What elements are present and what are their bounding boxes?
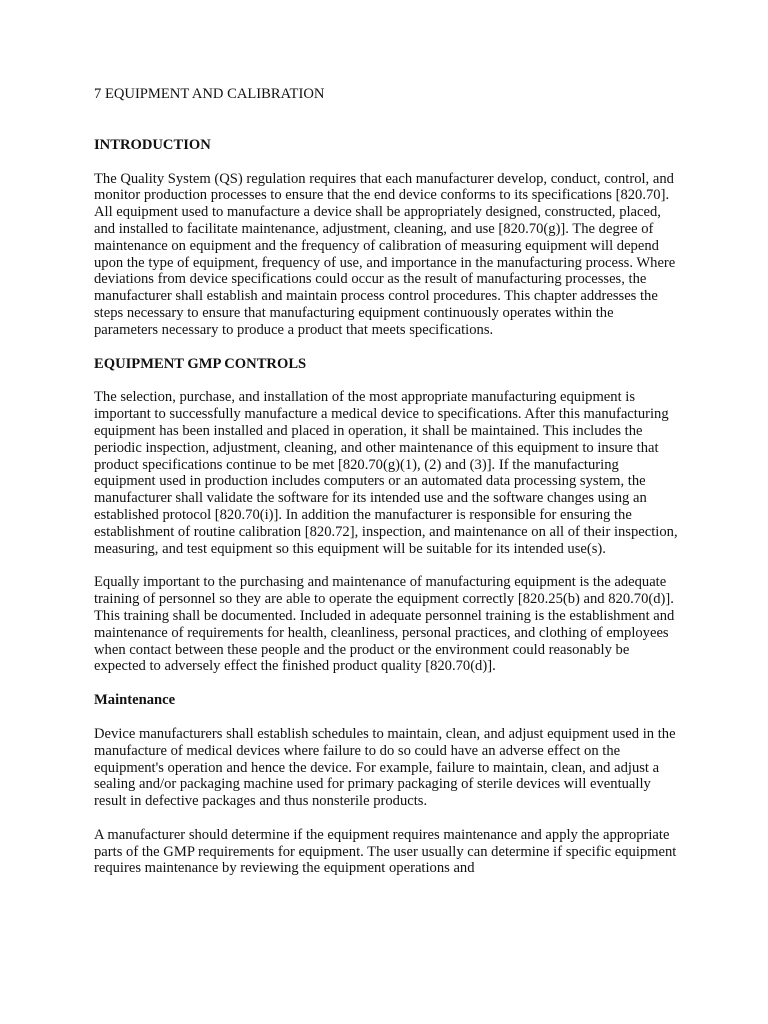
section-heading-equipment-gmp-controls: EQUIPMENT GMP CONTROLS bbox=[94, 355, 307, 372]
document-page bbox=[94, 86, 680, 894]
paragraph: Equally important to the purchasing and maintenance of manufacturing equipment is the adequate training of personnel so they are able to operate the equipment correctly [820.25(b) and 820.70(d)]. This training shall be documented. Included in adequate personnel training is the establishment and maintenance of requirements for health, cleanliness, personal practices, and clothing of employees when contact between these people and the product or the environment could reasonably be expected to adversely effect the finished product quality [820.70(d)]. bbox=[94, 574, 675, 675]
section-heading-maintenance: Maintenance bbox=[94, 692, 176, 709]
paragraph: The Quality System (QS) regulation requires that each manufacturer develop, conduct, control, and monitor production processes to ensure that the end device conforms to its specifications [820.70]. All equipment used to manufacture a device shall be appropriately designed, constructed, placed, and installed to facilitate maintenance, adjustment, cleaning, and use [820.70(g)]. The degree of maintenance on equipment and the frequency of calibration of measuring equipment will depend upon the type of equipment, frequency of use, and importance in the manufacturing process. Where deviations from device specifications could occur as the result of manufacturing processes, the manufacturer shall establish and maintain process control procedures. This chapter addresses the steps necessary to ensure that manufacturing equipment continuously operates within the parameters necessary to produce a product that meets specifications. bbox=[94, 170, 676, 338]
paragraph: Device manufacturers shall establish schedules to maintain, clean, and adjust equipment used in the manufacture of medical devices where failure to do so could have an adverse effect on the equipment's operation and hence the device. For example, failure to maintain, clean, and adjust a sealing and/or packaging machine used for primary packaging of sterile devices will eventually result in defective packages and thus nonsterile products. bbox=[94, 725, 676, 810]
paragraph: The selection, purchase, and installation of the most appropriate manufacturing equipment is important to successfully manufacture a medical device to specifications. After this manufacturing equipment has been installed and placed in operation, it shall be maintained. This includes the periodic inspection, adjustment, cleaning, and other maintenance of this equipment to insure that product specifications continue to be met [820.70(g)(1), (2) and (3)]. If the manufacturing equipment used in production includes computers or an automated data processing system, the manufacturer shall validate the software for its intended use and the software changes using an established protocol [820.70(i)]. In addition the manufacturer is responsible for ensuring the establishment of routine calibration [820.72], inspection, and maintenance on all of their inspection, measuring, and test equipment so this equipment will be suitable for its intended use(s). bbox=[94, 389, 678, 557]
section-heading-introduction: INTRODUCTION bbox=[94, 136, 211, 153]
document-title: 7 EQUIPMENT AND CALIBRATION bbox=[94, 86, 325, 102]
paragraph: A manufacturer should determine if the equipment requires maintenance and apply the appropriate parts of the GMP requirements for equipment. The user usually can determine if specific equipment requires maintenance by reviewing the equipment operations and bbox=[94, 826, 677, 877]
